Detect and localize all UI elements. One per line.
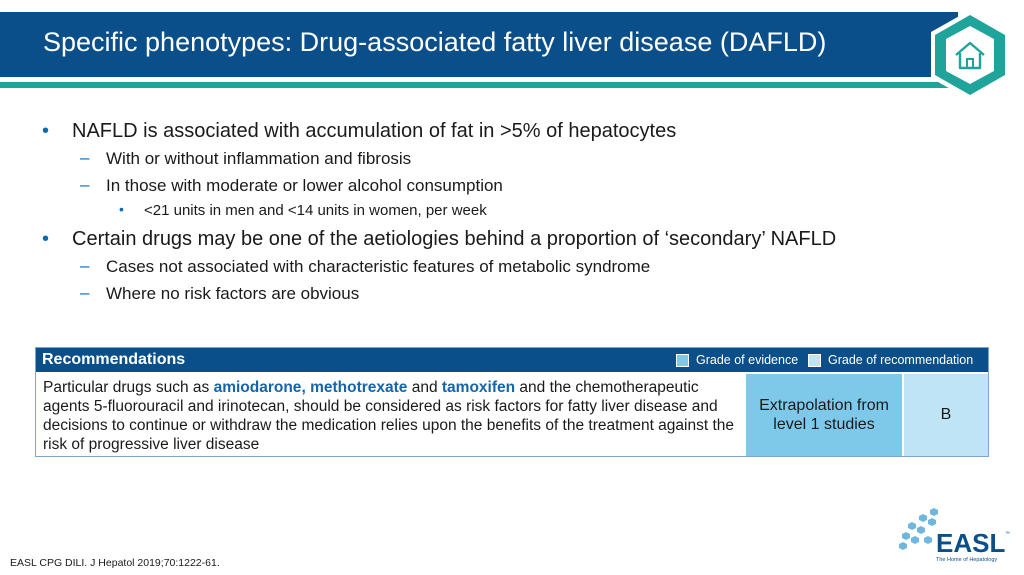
logo-text: EASL	[936, 528, 1006, 558]
grade-of-recommendation-cell	[904, 374, 988, 456]
legend-swatch-evidence	[676, 354, 689, 367]
home-button[interactable]	[928, 8, 1012, 102]
bullet-marker: •	[42, 228, 50, 250]
legend-swatch-recommendation	[808, 354, 821, 367]
dash-marker: –	[80, 148, 90, 167]
sub-bullet-item: With or without inflammation and fibrosis	[106, 149, 412, 168]
easl-logo-mark	[894, 502, 1014, 562]
bullet-item: Certain drugs may be one of the aetiologies behind a proportion of ‘secondary’ NAFLD	[72, 228, 837, 250]
recommendations-table	[35, 347, 989, 457]
legend-recommendation-label: Grade of recommendation	[828, 353, 974, 367]
logo-tagline: The Home of Hepatology	[936, 557, 998, 562]
bullet-item: NAFLD is associated with accumulation of fat in >5% of hepatocytes	[72, 120, 677, 142]
sub-bullet-item: Cases not associated with characteristic features of metabolic syndrome	[106, 257, 651, 276]
header-divider	[0, 82, 958, 88]
dash-marker: –	[80, 283, 90, 302]
drug-methotrexate: methotrexate	[310, 379, 408, 396]
rec-text-segment: and	[407, 379, 442, 396]
grade-of-evidence-value: Extrapolation from level 1 studies	[759, 397, 889, 433]
sub-sub-bullet-item: <21 units in men and <14 units in women, per week	[144, 202, 487, 219]
rec-text-segment: ,	[301, 379, 311, 396]
grade-of-evidence-cell	[746, 374, 902, 456]
drug-amiodarone: amiodarone	[213, 379, 302, 396]
recommendation-text	[43, 378, 743, 454]
recommendations-header	[36, 348, 988, 372]
dash-marker: –	[80, 175, 90, 194]
dash-marker: –	[80, 256, 90, 275]
bullet-marker: •	[42, 120, 50, 142]
legend-recommendation	[808, 353, 973, 367]
recommendations-title: Recommendations	[42, 351, 186, 368]
legend-evidence	[676, 353, 798, 367]
sub-bullet-item: In those with moderate or lower alcohol consumption	[106, 176, 503, 195]
legend-evidence-label: Grade of evidence	[696, 353, 799, 367]
rec-text-segment: and the chemotherapeutic agents 5-fluorouracil and irinotecan, should be considered as risk factors for fatty liver disease and decisions to continue or withdraw the medication relies upon the benefits of the treatment against the risk of progressive liver disease	[43, 379, 735, 453]
rec-text-segment: Particular drugs such as	[43, 379, 214, 396]
bullet-marker: •	[119, 201, 124, 217]
slide-title: Specific phenotypes: Drug-associated fatty liver disease (DAFLD)	[43, 27, 827, 57]
citation: EASL CPG DILI. J Hepatol 2019;70:1222-61.	[10, 557, 220, 569]
grade-of-recommendation-value: B	[940, 406, 952, 423]
sub-bullet-item: Where no risk factors are obvious	[106, 284, 360, 303]
drug-tamoxifen: tamoxifen	[441, 379, 516, 396]
logo-trademark: ™	[1005, 531, 1010, 537]
easl-logo	[894, 502, 1014, 562]
home-icon	[928, 8, 1012, 102]
